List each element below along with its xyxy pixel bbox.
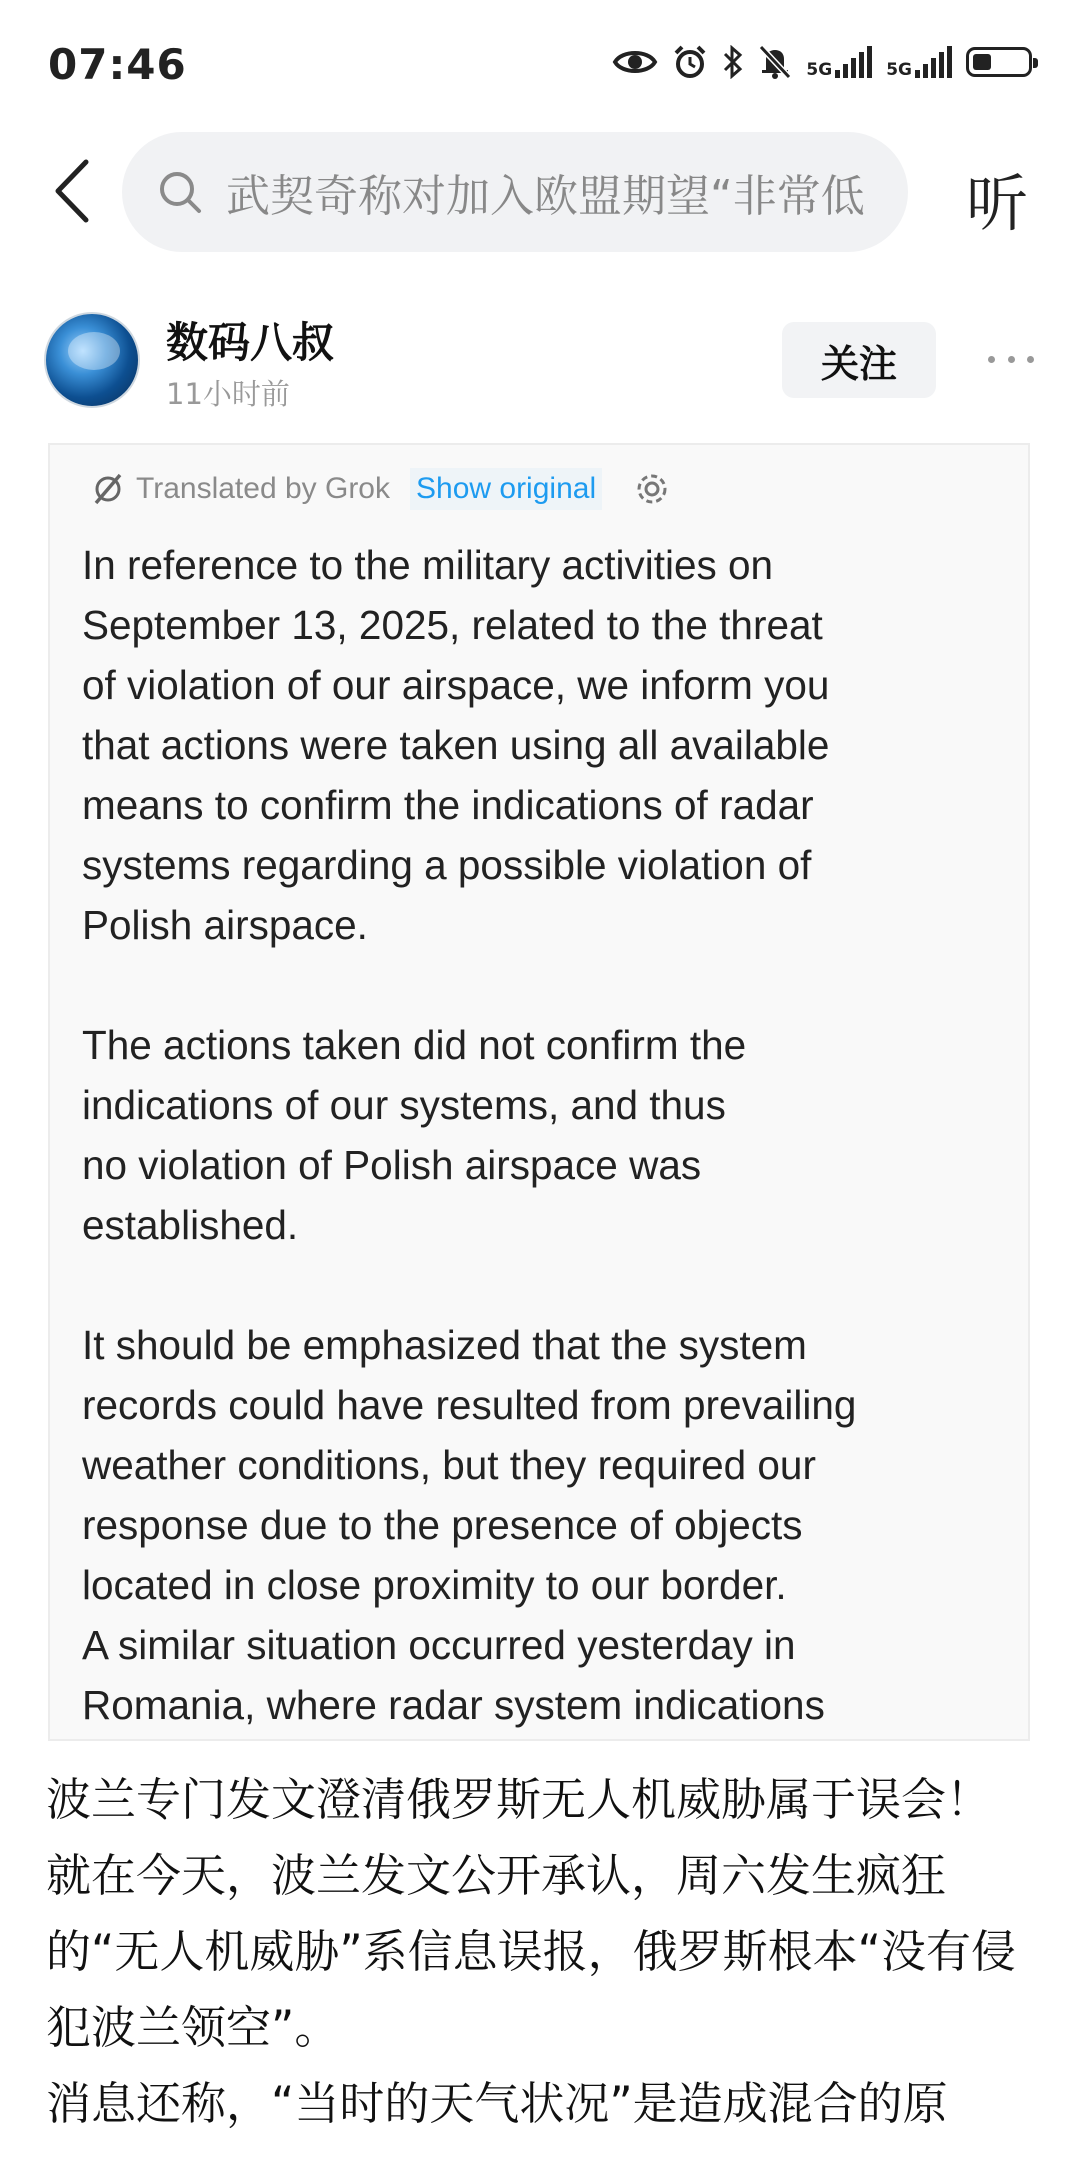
bluetooth-icon (722, 45, 744, 79)
network-type-1: 5G (806, 60, 833, 80)
search-icon (156, 168, 204, 216)
more-dot-icon (1008, 356, 1015, 363)
network-type-2: 5G (886, 60, 912, 80)
search-input[interactable] (122, 132, 908, 252)
more-options-button[interactable] (988, 344, 1034, 374)
status-icons (612, 44, 1032, 80)
status-time: 07:46 (48, 40, 187, 89)
grok-icon (90, 471, 126, 507)
battery-icon (966, 47, 1032, 77)
post-image[interactable] (48, 443, 1030, 1741)
chevron-left-icon (44, 156, 104, 226)
translated-paragraph-3: It should be emphasized that the system records could have resulted from prevailing weather conditions, but they required our response due to the presence of objects located in close proximity to our border. A similar situation occurred yesterday in Romania, where radar system indications (82, 1322, 857, 1728)
follow-button[interactable]: 关注 (782, 322, 936, 398)
listen-button[interactable]: 听 (965, 167, 1028, 240)
translated-by-label: Translated by Grok (136, 472, 390, 505)
header (0, 130, 1080, 256)
author-row (0, 300, 1080, 430)
search-query: 武契奇称对加入欧盟期望“非常低 (226, 171, 865, 222)
gear-icon (634, 471, 670, 507)
more-dot-icon (1027, 356, 1034, 363)
avatar[interactable] (44, 312, 140, 408)
signal-2 (886, 46, 952, 78)
show-original-link: Show original (410, 468, 602, 510)
article-paragraph-3: 消息还称，“当时的天气状况”是造成混合的原 (46, 2077, 948, 2130)
translated-text (82, 535, 1022, 1741)
article-body (46, 1762, 1046, 2142)
more-dot-icon (988, 356, 995, 363)
signal-bars-icon (835, 46, 872, 78)
translation-bar (90, 459, 670, 519)
article-paragraph-1: 波兰专门发文澄清俄罗斯无人机威胁属于误会！ (46, 1773, 992, 1826)
status-bar (0, 0, 1080, 130)
eye-icon (612, 46, 658, 78)
post-time: 11小时前 (166, 377, 290, 411)
battery-level (973, 54, 991, 70)
author-name[interactable]: 数码八叔 (166, 318, 335, 367)
article-paragraph-2: 就在今天，波兰发文公开承认，周六发生疯狂的“无人机威胁”系信息误报，俄罗斯根本“没有侵犯波兰领空”。 (46, 1849, 1016, 2054)
alarm-icon (672, 44, 708, 80)
mute-bell-icon (758, 44, 792, 80)
translated-paragraph-1: In reference to the military activities on September 13, 2025, related to the threat of violation of our airspace, we inform you that actions were taken using all available means to confirm the indications of radar systems regarding a possible violation of Polish airspace. (82, 542, 830, 948)
signal-1 (806, 46, 872, 78)
signal-bars-icon (915, 46, 952, 78)
back-button[interactable] (44, 156, 104, 226)
translated-paragraph-2: The actions taken did not confirm the indications of our systems, and thus no violation of Polish airspace was established. (82, 1022, 747, 1248)
